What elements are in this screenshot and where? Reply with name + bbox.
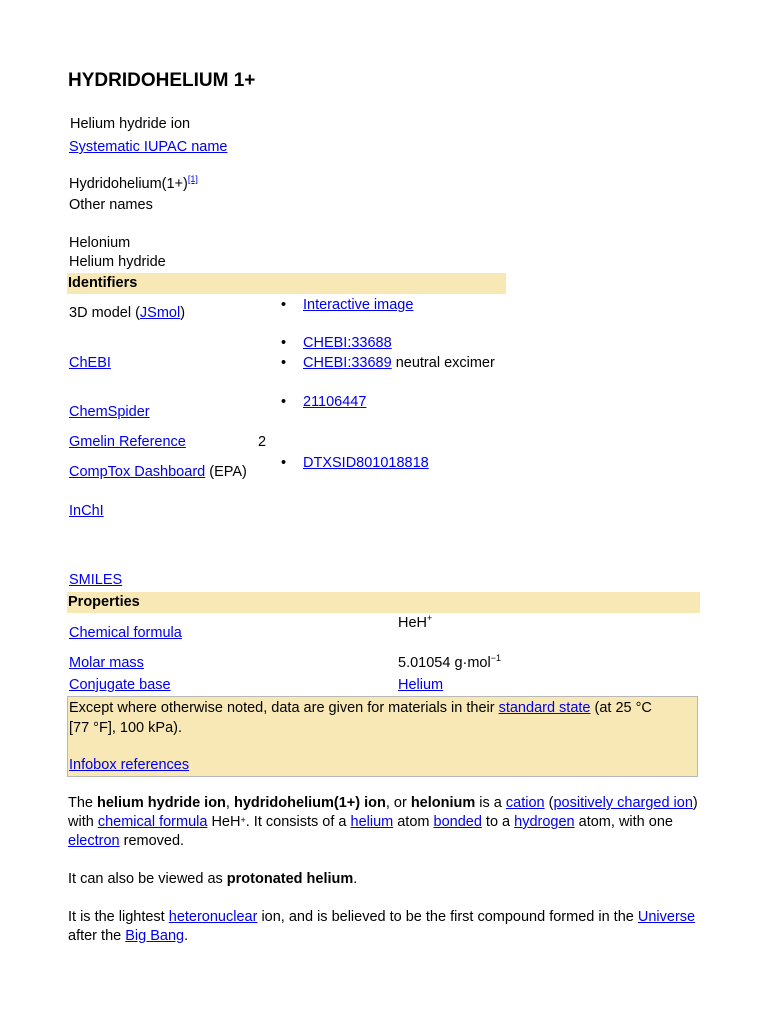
article-paragraph: The helium hydride ion, hydridohelium(1+) ion, or helonium is a cation (positively charged ion) with chemical formula HeH+. It consists of a helium atom bonded to a hydrogen atom, with one electron removed.: [68, 795, 698, 849]
gmelin-link[interactable]: Gmelin Reference: [69, 434, 186, 450]
helium-link[interactable]: helium: [350, 814, 394, 830]
page-title: HYDRIDOHELIUM 1+: [68, 70, 256, 91]
chebi-note: neutral excimer: [395, 355, 495, 371]
conjugate-base-link[interactable]: Conjugate base: [69, 677, 171, 693]
chebi-id-link[interactable]: CHEBI:33688: [303, 335, 392, 351]
big-bang-link[interactable]: Big Bang: [125, 928, 185, 944]
comptox-link[interactable]: CompTox Dashboard: [69, 464, 206, 480]
footnote-text: Except where otherwise noted, data are given for materials in their standard state (at 25 °C [77 °F], 100 kPa).: [69, 700, 652, 736]
other-name-item: Helium hydride: [69, 254, 166, 270]
chemspider-link[interactable]: ChemSpider: [69, 404, 150, 420]
dtxsid-link[interactable]: DTXSID801018818: [303, 455, 429, 471]
inchi-link[interactable]: InChI: [69, 503, 104, 519]
chemspider-id-link[interactable]: 21106447: [303, 394, 367, 410]
interactive-image-link[interactable]: Interactive image: [303, 297, 414, 313]
molar-mass-value: 5.01054 g·mol$^{-1}$: [398, 653, 501, 671]
heteronuclear-link[interactable]: heteronuclear: [168, 909, 258, 925]
gmelin-value: 2: [258, 434, 267, 450]
properties-header: Properties: [67, 592, 700, 613]
iupac-name-link[interactable]: Systematic IUPAC name: [69, 139, 228, 155]
infobox-caption: Helium hydride ion: [70, 116, 191, 132]
positively-charged-ion-link[interactable]: positively charged ion: [553, 795, 693, 811]
chemical-formula-link[interactable]: Chemical formula: [69, 625, 182, 641]
bonded-link[interactable]: bonded: [433, 814, 482, 830]
iupac-name: Hydridohelium(1+): [69, 176, 188, 192]
helium-link[interactable]: Helium: [398, 677, 444, 693]
jsmol-label: 3D model (JSmol): [69, 305, 186, 321]
infobox-references-link[interactable]: Infobox references: [69, 757, 190, 773]
electron-link[interactable]: electron: [68, 833, 120, 849]
other-name-item: Helonium: [69, 235, 131, 251]
cation-link[interactable]: cation: [505, 795, 545, 811]
article-paragraph: It can also be viewed as protonated helium.: [68, 871, 358, 887]
jsmol-link[interactable]: JSmol: [139, 305, 181, 321]
molar-mass-link[interactable]: Molar mass: [69, 655, 144, 671]
chemical-formula-value: HeH+: [398, 613, 433, 631]
smiles-link[interactable]: SMILES: [69, 572, 123, 588]
hydrogen-link[interactable]: hydrogen: [514, 814, 575, 830]
chemical-formula-link[interactable]: chemical formula: [97, 814, 208, 830]
article-paragraph: It is the lightest heteronuclear ion, and is believed to be the first compound formed in the Universe after the Big Bang.: [68, 909, 696, 944]
other-names-label: Other names: [69, 197, 153, 213]
identifiers-header: Identifiers: [67, 273, 506, 294]
chebi-link[interactable]: ChEBI: [69, 355, 111, 371]
comptox-label: CompTox Dashboard (EPA): [69, 464, 247, 480]
reference-link[interactable]: [1]: [187, 174, 198, 184]
universe-link[interactable]: Universe: [637, 909, 696, 925]
infobox-footnote: [67, 696, 698, 777]
iupac-name-row: [69, 176, 198, 192]
standard-state-link[interactable]: standard state: [498, 700, 591, 716]
chebi-id-link[interactable]: CHEBI:33689: [303, 355, 392, 371]
